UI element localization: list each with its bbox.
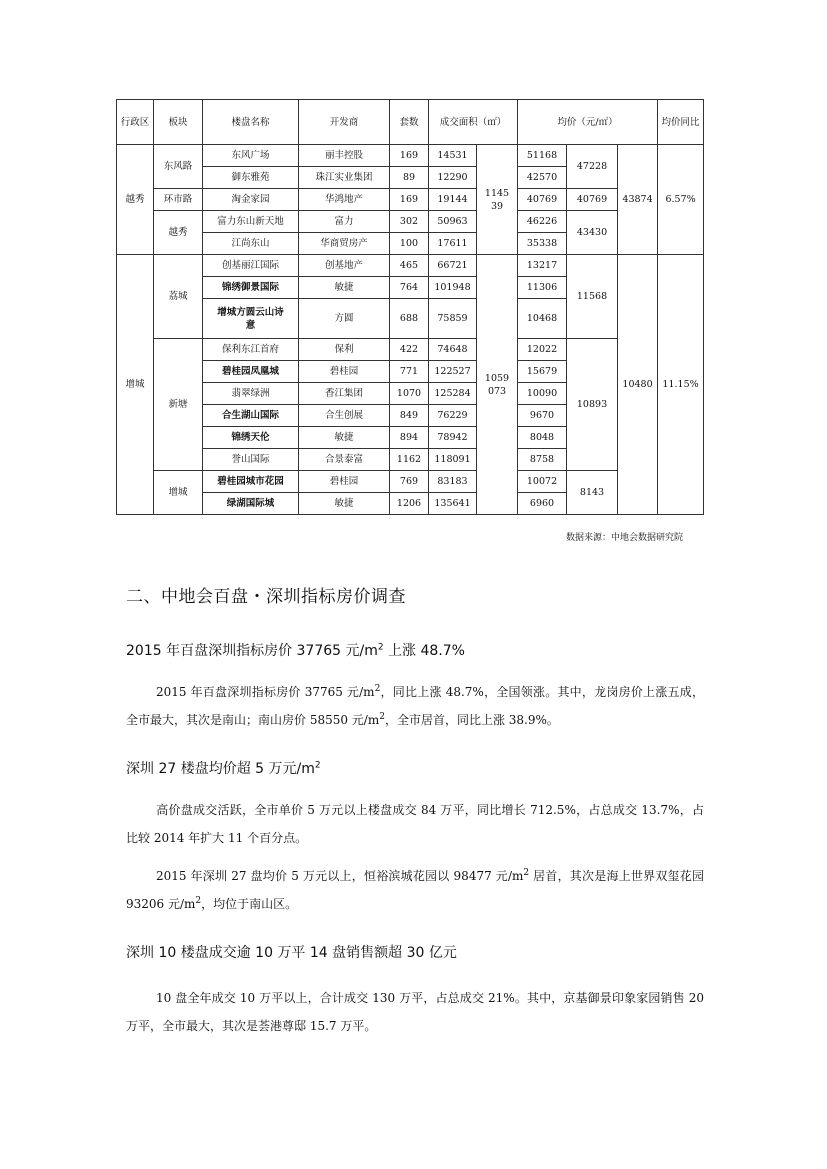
cell-price: 42570 <box>518 167 567 189</box>
cell-developer: 丽丰控股 <box>299 145 390 167</box>
cell-project: 增城方圆云山诗 意 <box>203 299 299 339</box>
cell-project: 绿湖国际城 <box>203 493 299 515</box>
cell-units: 100 <box>390 233 429 255</box>
cell-price: 8758 <box>518 449 567 471</box>
cell-area: 66721 <box>429 255 477 277</box>
cell-developer: 敏捷 <box>299 493 390 515</box>
cell-block: 东风路 <box>154 145 203 189</box>
article-heading-1: 2015 年百盘深圳指标房价 37765 元$/m^2$ 上涨 48.7% <box>126 642 465 659</box>
cell-developer: 创基地产 <box>299 255 390 277</box>
table-row <box>117 339 704 361</box>
article-1-paragraph-1: 2015 年百盘深圳指标房价 37765 元$/m^2$，同比上涨 48.7%，全国领涨。其中，龙岗房价上涨五成，全市最大，其次是南山；南山房价 58550 元$/m^2$，全市居首，同比上涨 38.9%。 <box>126 684 704 727</box>
cell-district-avg: 43874 <box>618 145 658 255</box>
section-title: 二、中地会百盘・深圳指标房价调查 <box>126 587 406 607</box>
cell-price: 10072 <box>518 471 567 493</box>
cell-area: 19144 <box>429 189 477 211</box>
cell-price: 35338 <box>518 233 567 255</box>
cell-yoy: 6.57% <box>658 145 704 255</box>
cell-block: 环市路 <box>154 189 203 211</box>
cell-project: 创基丽江国际 <box>203 255 299 277</box>
cell-developer: 香江集团 <box>299 383 390 405</box>
cell-developer: 珠江实业集团 <box>299 167 390 189</box>
article-heading-2: 深圳 27 楼盘均价超 5 万元$/m^2$ <box>126 760 321 777</box>
cell-price: 13217 <box>518 255 567 277</box>
cell-units: 422 <box>390 339 429 361</box>
cell-developer: 合景泰富 <box>299 449 390 471</box>
cell-price: 46226 <box>518 211 567 233</box>
cell-price: 10090 <box>518 383 567 405</box>
cell-units: 169 <box>390 145 429 167</box>
cell-price: 15679 <box>518 361 567 383</box>
cell-project: 碧桂园城市花园 <box>203 471 299 493</box>
cell-area: 75859 <box>429 299 477 339</box>
cell-units: 302 <box>390 211 429 233</box>
cell-project: 东风广场 <box>203 145 299 167</box>
cell-area: 50963 <box>429 211 477 233</box>
cell-developer: 碧桂园 <box>299 361 390 383</box>
article-2-paragraph-1: 高价盘成交活跃，全市单价 5 万元以上楼盘成交 84 万平，同比增长 712.5%，占总成交 13.7%，占比较 2014 年扩大 11 个百分点。 <box>126 803 704 845</box>
header-project: 楼盘名称 <box>203 100 299 145</box>
cell-area: 101948 <box>429 277 477 299</box>
cell-project: 富力东山新天地 <box>203 211 299 233</box>
cell-area: 14531 <box>429 145 477 167</box>
cell-developer: 华商贸房产 <box>299 233 390 255</box>
price-table <box>116 99 704 515</box>
cell-units: 1162 <box>390 449 429 471</box>
cell-project: 翡翠绿洲 <box>203 383 299 405</box>
cell-units: 1206 <box>390 493 429 515</box>
cell-area: 76229 <box>429 405 477 427</box>
cell-area: 122527 <box>429 361 477 383</box>
cell-block-avg: 47228 <box>567 145 618 189</box>
cell-units: 769 <box>390 471 429 493</box>
header-developer: 开发商 <box>299 100 390 145</box>
cell-total-area: 1145 39 <box>477 145 518 255</box>
header-district: 行政区 <box>117 100 154 145</box>
cell-block-avg: 40769 <box>567 189 618 211</box>
cell-area: 17611 <box>429 233 477 255</box>
cell-area: 118091 <box>429 449 477 471</box>
cell-developer: 方圆 <box>299 299 390 339</box>
cell-project: 合生湖山国际 <box>203 405 299 427</box>
header-area: 成交面积（㎡） <box>429 100 518 145</box>
cell-developer: 富力 <box>299 211 390 233</box>
table-header-row <box>117 100 704 145</box>
header-units: 套数 <box>390 100 429 145</box>
cell-project: 御东雅苑 <box>203 167 299 189</box>
article-heading-3: 深圳 10 楼盘成交逾 10 万平 14 盘销售额超 30 亿元 <box>126 945 457 961</box>
data-source-note: 数据来源：中地会数据研究院 <box>566 533 684 543</box>
cell-block: 越秀 <box>154 211 203 255</box>
cell-project: 誉山国际 <box>203 449 299 471</box>
table-row <box>117 255 704 277</box>
cell-units: 771 <box>390 361 429 383</box>
cell-developer: 碧桂园 <box>299 471 390 493</box>
cell-price: 6960 <box>518 493 567 515</box>
article-2-paragraph-2: 2015 年深圳 27 盘均价 5 万元以上，恒裕滨城花园以 98477 元$/m^2$ 居首，其次是海上世界双玺花园 93206 元$/m^2$，均位于南山区。 <box>126 868 704 911</box>
cell-block-avg: 11568 <box>567 255 618 339</box>
cell-project: 淘金家园 <box>203 189 299 211</box>
cell-price: 11306 <box>518 277 567 299</box>
cell-area: 12290 <box>429 167 477 189</box>
cell-price: 8048 <box>518 427 567 449</box>
cell-units: 764 <box>390 277 429 299</box>
header-avg-price: 均价（元/㎡） <box>518 100 658 145</box>
cell-units: 89 <box>390 167 429 189</box>
cell-price: 10468 <box>518 299 567 339</box>
cell-district-avg: 10480 <box>618 255 658 515</box>
cell-area: 74648 <box>429 339 477 361</box>
cell-units: 1070 <box>390 383 429 405</box>
cell-area: 135641 <box>429 493 477 515</box>
cell-yoy: 11.15% <box>658 255 704 515</box>
cell-units: 688 <box>390 299 429 339</box>
cell-project: 锦绣御景国际 <box>203 277 299 299</box>
cell-units: 169 <box>390 189 429 211</box>
cell-district: 增城 <box>117 255 154 515</box>
cell-project: 保利东江首府 <box>203 339 299 361</box>
cell-district: 越秀 <box>117 145 154 255</box>
table-row <box>117 211 704 233</box>
cell-price: 9670 <box>518 405 567 427</box>
cell-block: 荔城 <box>154 255 203 339</box>
cell-area: 78942 <box>429 427 477 449</box>
cell-block-avg: 43430 <box>567 211 618 255</box>
cell-block: 新塘 <box>154 339 203 471</box>
cell-developer: 敏捷 <box>299 427 390 449</box>
header-yoy: 均价同比 <box>658 100 704 145</box>
cell-developer: 保利 <box>299 339 390 361</box>
table-body <box>117 145 704 515</box>
cell-developer: 敏捷 <box>299 277 390 299</box>
cell-developer: 华鸿地产 <box>299 189 390 211</box>
cell-block-avg: 8143 <box>567 471 618 515</box>
cell-price: 40769 <box>518 189 567 211</box>
cell-developer: 合生创展 <box>299 405 390 427</box>
cell-units: 894 <box>390 427 429 449</box>
table-row <box>117 471 704 493</box>
cell-price: 51168 <box>518 145 567 167</box>
cell-project: 锦绣天伦 <box>203 427 299 449</box>
cell-total-area: 1059 073 <box>477 255 518 515</box>
header-block: 板块 <box>154 100 203 145</box>
cell-price: 12022 <box>518 339 567 361</box>
cell-units: 849 <box>390 405 429 427</box>
cell-block: 增城 <box>154 471 203 515</box>
article-3-paragraph-1: 10 盘全年成交 10 万平以上，合计成交 130 万平，占总成交 21%。其中，京基御景印象家园销售 20 万平，全市最大，其次是荟港尊邸 15.7 万平。 <box>126 991 704 1033</box>
cell-project: 碧桂园凤凰城 <box>203 361 299 383</box>
table-row <box>117 145 704 167</box>
cell-project: 江尚东山 <box>203 233 299 255</box>
cell-area: 83183 <box>429 471 477 493</box>
cell-area: 125284 <box>429 383 477 405</box>
cell-block-avg: 10893 <box>567 339 618 471</box>
cell-units: 465 <box>390 255 429 277</box>
table-row <box>117 189 704 211</box>
